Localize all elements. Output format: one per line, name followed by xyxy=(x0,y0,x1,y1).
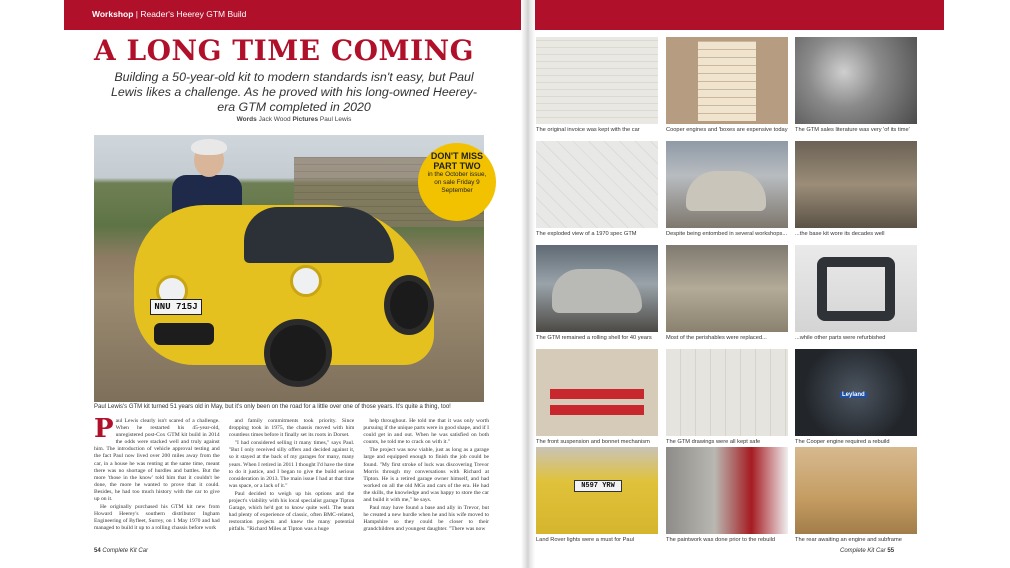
gallery-photo xyxy=(666,245,788,332)
gallery-item xyxy=(536,37,658,134)
gallery-photo xyxy=(795,245,917,332)
gallery-photo xyxy=(795,37,917,124)
gallery-caption: The GTM drawings were all kept safe xyxy=(666,439,761,445)
section-topic: Reader's Heerey GTM Build xyxy=(140,9,247,19)
gallery-item xyxy=(536,349,658,446)
gallery-photo xyxy=(536,349,658,436)
gallery-item xyxy=(536,141,658,238)
gallery-photo xyxy=(666,37,788,124)
gallery-item xyxy=(795,447,917,544)
gallery-caption: The front suspension and bonnet mechanism xyxy=(536,439,650,445)
credit-words-label: Words xyxy=(236,116,257,123)
article-credits xyxy=(108,116,480,123)
gallery-caption: Despite being entombed in several workshops... xyxy=(666,231,788,237)
gallery-photo xyxy=(536,245,658,332)
badge-title: DON'T MISS PART TWO xyxy=(430,151,484,171)
drop-cap: P xyxy=(94,418,114,444)
body-paragraph: The project was now viable, just as long as a garage large and equipped enough to finish the job could be found. "My first stroke of luck was discovering Trevor Morris through my conversations with Richard at Tipton. He is a retired garage owner himself, and had worked on all the old MGs and cars of the era. He had the skills, the knowledge and was happy to store the car and build it with me," he says. xyxy=(363,447,490,504)
owner-hair xyxy=(191,139,227,155)
gallery-caption: The Cooper engine required a rebuild xyxy=(795,439,890,445)
gallery-caption: The original invoice was kept with the car xyxy=(536,127,640,133)
gallery-photo xyxy=(666,349,788,436)
section-separator: | xyxy=(133,9,141,19)
credit-pictures-label: Pictures xyxy=(292,116,319,123)
gallery-caption: The rear awaiting an engine and subframe xyxy=(795,537,902,543)
gallery-caption: ...while other parts were refurbished xyxy=(795,335,886,341)
article-standfirst: Building a 50-year-old kit to modern standards isn't easy, but Paul Lewis likes a challenge. As he proved with his long-owned Heerey-era GTM completed in 2020 xyxy=(111,70,477,114)
credit-pictures: Paul Lewis xyxy=(319,116,352,123)
gallery-item xyxy=(536,245,658,342)
gallery-photo xyxy=(666,447,788,534)
engine-badge-text: Leyland xyxy=(842,392,865,398)
gallery-item xyxy=(666,349,788,446)
body-column-3 xyxy=(363,418,489,548)
body-paragraph: aul Lewis clearly isn't scared of a challenge. When he restarted his 45-year-old, unregistered post-Cox GTM kit build in 2014 the odds were stacked well and truly against him. The introduction of vehicle approval testing and the fact Paul now lived over 200 miles away from the car, in a house he was renting at the same time, meant there was no shortage of hurdles and battles. But the more 'those in the know' told him that it couldn't be done, the more he wanted to prove that it could. Besides, he had too much history with the car to give up on it. xyxy=(94,418,220,503)
body-paragraph: help throughout. He told me that it was only worth pursuing if the unique parts were in good shape, and if I could get in and out. When he was satisfied on both counts, he told me to crack on with it." xyxy=(363,418,490,446)
car-grille xyxy=(154,323,214,345)
right-page-number: 55 xyxy=(887,548,895,554)
section-header-bar xyxy=(64,0,944,30)
left-page-folio xyxy=(94,548,148,554)
section-name: Workshop xyxy=(92,9,134,19)
right-page-title: Complete Kit Car xyxy=(840,548,886,554)
article-headline: A LONG TIME COMING xyxy=(94,34,475,67)
body-paragraph: Paul decided to weigh up his options and the project's viability with his local specialist garage Tipton Garage, which he'd got to know quite well. The team had plenty of experience of classic, often BMC-related, restoration projects and knew the many potential pitfalls. "Richard Miles at Tipton was a huge xyxy=(228,490,355,533)
left-page-number: 54 xyxy=(94,548,101,554)
car-windscreen xyxy=(244,207,394,263)
part-two-badge xyxy=(418,143,496,221)
hero-caption: Paul Lewis's GTM kit turned 51 years old in May, but it's only been on the road for a little over one of those years. It's quite a thing, too! xyxy=(94,404,451,410)
car-rear-wheel xyxy=(384,275,434,335)
car-headlight-right xyxy=(290,265,322,297)
page-gutter xyxy=(521,0,535,568)
gallery-caption: The paintwork was done prior to the rebuild xyxy=(666,537,776,543)
article-body xyxy=(94,418,489,548)
body-column-1 xyxy=(94,418,220,548)
left-page-title: Complete Kit Car xyxy=(102,548,149,554)
body-paragraph: He originally purchased his GTM kit new from Howard Heerey's southern distributor Ingham Engineering of Byfleet, Surrey, on 1 May 1970 and had managed to build it up to a rolling chassis before work xyxy=(94,504,220,532)
section-tag xyxy=(92,9,246,19)
gallery-caption: The GTM sales literature was very 'of its time' xyxy=(795,127,910,133)
right-page-folio xyxy=(840,548,894,554)
gallery-caption: The GTM remained a rolling shell for 40 years xyxy=(536,335,652,341)
body-column-2 xyxy=(229,418,355,548)
gallery-caption: The exploded view of a 1970 spec GTM xyxy=(536,231,637,237)
gallery-item xyxy=(536,447,658,544)
gallery-item xyxy=(666,447,788,544)
magazine-spread xyxy=(64,0,944,568)
gallery-item xyxy=(795,245,917,342)
gallery-item xyxy=(795,37,917,134)
body-paragraph: Paul may have found a base and ally in Trevor, but he created a new hurdle when he and his wife moved to Hampshire so they could be closer to their grandchildren and youngest daughter. "There was now xyxy=(363,505,490,533)
gallery-item xyxy=(666,245,788,342)
rear-number-plate: N597 YRW xyxy=(574,480,622,492)
gallery-photo xyxy=(666,141,788,228)
body-paragraph: "I had considered selling it many times," says Paul. "But I only received silly offers and decided against it, so it stayed at the back of my garages for many, many years. When I retired in 2011 I thought I'd have the time to do it justice, and I began to give the build serious consideration in 2013. The main issue I had at that time was space, or a lack of it." xyxy=(228,440,355,489)
gallery-caption: Most of the perishables were replaced... xyxy=(666,335,767,341)
gallery-item xyxy=(666,37,788,134)
credit-words: Jack Wood xyxy=(258,116,291,123)
body-paragraph: and family commitments took priority. Since dropping took in 1975, the chassis moved with him countless times before it finally set its roots in Dorset. xyxy=(228,418,355,439)
number-plate: NNU 715J xyxy=(150,299,202,315)
gallery-photo xyxy=(795,141,917,228)
badge-text: in the October issue, on sale Friday 9 September xyxy=(427,171,487,194)
gallery-caption: Cooper engines and 'boxes are expensive today xyxy=(666,127,788,133)
gallery-item xyxy=(795,141,917,238)
gallery-caption: ...the base kit wore its decades well xyxy=(795,231,885,237)
gallery-caption: Land Rover lights were a must for Paul xyxy=(536,537,634,543)
gallery-photo xyxy=(536,37,658,124)
gallery-item xyxy=(666,141,788,238)
car-front-wheel xyxy=(264,319,332,387)
gallery-photo xyxy=(536,141,658,228)
gallery-photo xyxy=(795,447,917,534)
